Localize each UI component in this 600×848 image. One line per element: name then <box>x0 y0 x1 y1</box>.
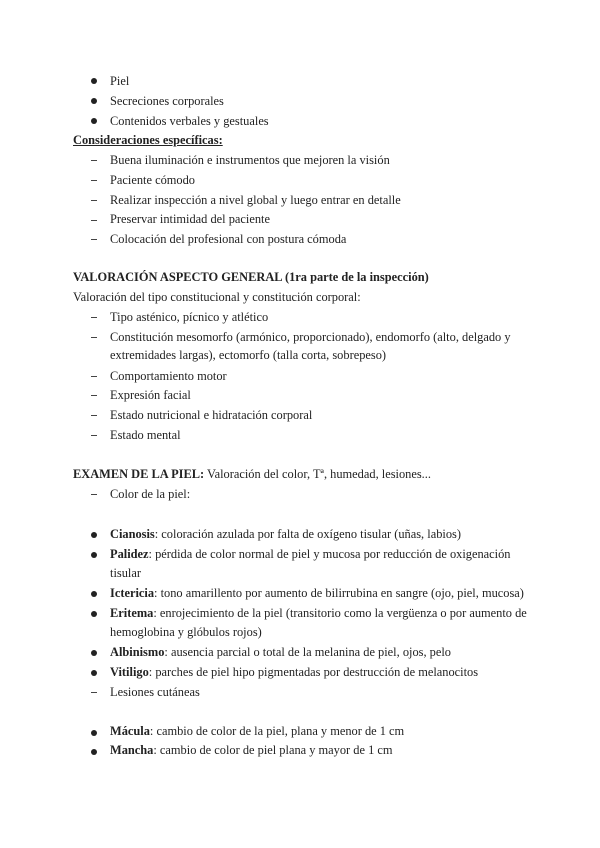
section-heading-rest: Valoración del color, Tª, humedad, lesiones... <box>204 467 431 481</box>
dash-marker <box>91 160 97 161</box>
term-label: Mácula <box>110 724 150 738</box>
bullet-marker <box>91 650 97 656</box>
list-item: Buena iluminación e instrumentos que mejoren la visión <box>110 153 390 167</box>
term-label: Palidez <box>110 547 149 561</box>
bullet-marker <box>91 118 97 124</box>
list-item: Secreciones corporales <box>110 94 224 108</box>
list-item: Estado nutricional e hidratación corporal <box>110 408 313 422</box>
bullet-marker <box>91 78 97 84</box>
dash-marker <box>91 415 97 416</box>
list-item: Estado mental <box>110 428 181 442</box>
bullet-marker <box>91 532 97 538</box>
section-heading-label: EXAMEN DE LA PIEL: <box>73 467 205 481</box>
term-description: : parches de piel hipo pigmentadas por destrucción de melanocitos <box>148 665 479 679</box>
section-heading-examen-piel <box>73 466 431 482</box>
list-item-continuation: tisular <box>110 566 141 580</box>
list-item <box>110 742 393 758</box>
dash-marker <box>91 239 97 240</box>
section-heading-valoracion: VALORACIÓN ASPECTO GENERAL (1ra parte de la inspección) <box>73 270 429 284</box>
dash-marker <box>91 692 97 693</box>
list-item-continuation: hemoglobina y glóbulos rojos) <box>110 625 262 639</box>
list-item <box>110 723 404 739</box>
term-label: Eritema <box>110 606 154 620</box>
dash-marker <box>91 317 97 318</box>
list-item: Tipo asténico, pícnico y atlético <box>110 310 269 324</box>
term-description: : ausencia parcial o total de la melanina de piel, ojos, pelo <box>164 645 452 659</box>
list-item <box>110 664 478 680</box>
list-item: Realizar inspección a nivel global y luego entrar en detalle <box>110 193 401 207</box>
dash-marker <box>91 220 97 221</box>
list-item <box>110 546 511 562</box>
list-item: Lesiones cutáneas <box>110 685 200 699</box>
bullet-marker <box>91 591 97 597</box>
term-description: : cambio de color de la piel, plana y menor de 1 cm <box>149 724 405 738</box>
list-item <box>110 526 461 542</box>
dash-marker <box>91 435 97 436</box>
dash-marker <box>91 337 97 338</box>
term-label: Mancha <box>110 743 154 757</box>
dash-marker <box>91 180 97 181</box>
bullet-marker <box>91 552 97 558</box>
dash-marker <box>91 494 97 495</box>
bullet-marker <box>91 730 97 736</box>
list-item <box>110 585 524 601</box>
dash-marker <box>91 395 97 396</box>
bullet-marker <box>91 98 97 104</box>
term-label: Ictericia <box>110 586 155 600</box>
list-item: Comportamiento motor <box>110 369 227 383</box>
list-item: Color de la piel: <box>110 487 191 501</box>
term-description: : cambio de color de piel plana y mayor de 1 cm <box>153 743 393 757</box>
bullet-marker <box>91 670 97 676</box>
list-item: Contenidos verbales y gestuales <box>110 114 269 128</box>
list-item <box>110 644 451 660</box>
term-description: : pérdida de color normal de piel y mucosa por reducción de oxigenación <box>148 547 511 561</box>
list-item: Colocación del profesional con postura cómoda <box>110 232 347 246</box>
term-label: Cianosis <box>110 527 155 541</box>
list-item: Paciente cómodo <box>110 173 195 187</box>
bullet-marker <box>91 611 97 617</box>
term-description: : coloración azulada por falta de oxígeno tisular (uñas, labios) <box>154 527 461 541</box>
term-description: : tono amarillento por aumento de bilirrubina en sangre (ojo, piel, mucosa) <box>154 586 524 600</box>
list-item-continuation: extremidades largas), ectomorfo (talla corta, sobrepeso) <box>110 348 387 362</box>
list-item <box>110 605 527 621</box>
list-item: Piel <box>110 74 130 88</box>
term-description: : enrojecimiento de la piel (transitorio como la vergüenza o por aumento de <box>153 606 527 620</box>
bullet-marker <box>91 749 97 755</box>
term-label: Albinismo <box>110 645 165 659</box>
list-item: Expresión facial <box>110 388 191 402</box>
dash-marker <box>91 376 97 377</box>
dash-marker <box>91 200 97 201</box>
list-item: Preservar intimidad del paciente <box>110 212 270 226</box>
section-heading-consideraciones: Consideraciones específicas: <box>73 133 223 147</box>
section-intro: Valoración del tipo constitucional y constitución corporal: <box>73 290 361 304</box>
list-item: Constitución mesomorfo (armónico, proporcionado), endomorfo (alto, delgado y <box>110 330 511 344</box>
term-label: Vitiligo <box>110 665 149 679</box>
